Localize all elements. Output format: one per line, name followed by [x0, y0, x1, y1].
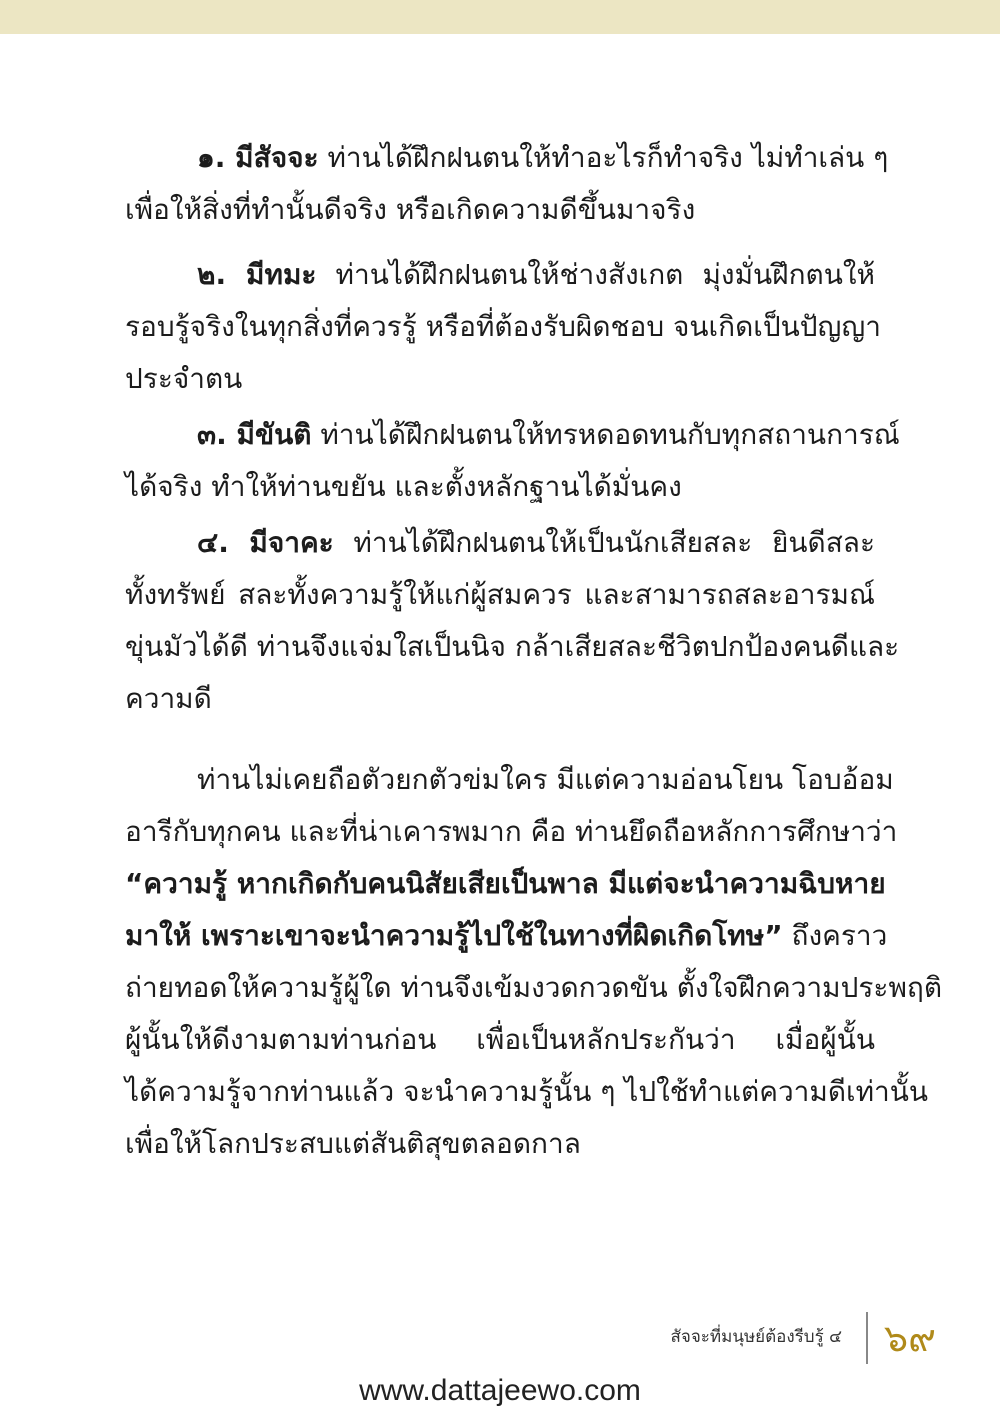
line-text: ท่านได้ฝึกฝนตนให้ทำอะไรก็ทำจริง ไม่ทำเล่น ๆ — [318, 141, 889, 174]
text-line — [125, 910, 888, 962]
humility-paragraph — [125, 754, 943, 1170]
website-url: www.dattajeewo.com — [359, 1374, 641, 1407]
text-line — [125, 1118, 875, 1170]
virtue-label: ๓. มีขันติ — [197, 418, 312, 451]
line-text: ทั้งทรัพย์ สละทั้งความรู้ให้แก่ผู้สมควร และสามารถสละอารมณ์ — [125, 578, 875, 611]
line-text: เพื่อให้โลกประสบแต่สันติสุขตลอดกาล — [125, 1127, 581, 1160]
text-line — [125, 806, 898, 858]
quote-line — [125, 858, 886, 910]
line-text: ผู้นั้นให้ดีงามตามท่านก่อน เพื่อเป็นหลักประกันว่า เมื่อผู้นั้น — [125, 1023, 875, 1056]
line-text: ท่านได้ฝึกฝนตนให้เป็นนักเสียสละ ยินดีสละ — [333, 526, 875, 559]
virtue-sajja-paragraph — [125, 132, 889, 236]
line-text: ถ่ายทอดให้ความรู้ผู้ใด ท่านจึงเข้มงวดกวดขัน ตั้งใจฝึกความประพฤติ — [125, 971, 943, 1004]
top-decorative-band — [0, 0, 1000, 34]
page-body — [125, 132, 943, 1170]
text-line — [125, 673, 875, 725]
text-line — [125, 409, 900, 461]
line-text: ได้ความรู้จากท่านแล้ว จะนำความรู้นั้น ๆ ไปใช้ทำแต่ความดีเท่านั้น — [125, 1075, 929, 1108]
quote-text: “ความรู้ หากเกิดกับคนนิสัยเสียเป็นพาล มีแต่จะนำความฉิบหาย — [125, 867, 886, 900]
text-line — [125, 1014, 875, 1066]
line-text: ประจำตน — [125, 362, 243, 395]
line-text: อารีกับทุกคน และที่น่าเคารพมาก คือ ท่านยึดถือหลักการศึกษาว่า — [125, 815, 898, 848]
footer-divider — [866, 1312, 868, 1364]
text-line — [125, 517, 875, 569]
line-text: รอบรู้จริงในทุกสิ่งที่ควรรู้ หรือที่ต้องรับผิดชอบ จนเกิดเป็นปัญญา — [125, 310, 881, 343]
text-line — [125, 754, 894, 806]
virtue-khanti-paragraph — [125, 409, 900, 513]
text-line — [125, 569, 875, 621]
text-line — [125, 1066, 929, 1118]
line-text: ขุ่นมัวได้ดี ท่านจึงแจ่มใสเป็นนิจ กล้าเสียสละชีวิตปกป้องคนดีและ — [125, 630, 900, 663]
text-line — [125, 461, 875, 513]
line-text: ท่านได้ฝึกฝนตนให้ทรหดอดทนกับทุกสถานการณ์ — [311, 418, 900, 451]
line-text: ถึงคราว — [782, 919, 888, 952]
virtue-dama-paragraph — [125, 249, 881, 405]
virtue-caga-paragraph — [125, 517, 900, 725]
text-line — [125, 184, 875, 236]
text-line — [125, 301, 881, 353]
line-text: ได้จริง ทำให้ท่านขยัน และตั้งหลักฐานได้มั่นคง — [125, 470, 682, 503]
quote-text: มาให้ เพราะเขาจะนำความรู้ไปใช้ในทางที่ผิดเกิดโทษ” — [125, 919, 783, 952]
page-number: ๖๙ — [884, 1316, 936, 1360]
virtue-label: ๒. มีทมะ — [197, 258, 317, 291]
text-line — [125, 132, 889, 184]
line-text: เพื่อให้สิ่งที่ทำนั้นดีจริง หรือเกิดความดีขึ้นมาจริง — [125, 193, 696, 226]
book-title-caption: สัจจะที่มนุษย์ต้องรีบรู้ ๔ — [670, 1327, 842, 1347]
line-text: ความดี — [125, 682, 212, 715]
virtue-label: ๑. มีสัจจะ — [197, 141, 319, 174]
text-line — [125, 621, 900, 673]
text-line — [125, 353, 875, 405]
line-text: ท่านได้ฝึกฝนตนให้ช่างสังเกต มุ่งมั่นฝึกตนให้ — [316, 258, 875, 291]
text-line — [125, 962, 943, 1014]
virtue-label: ๔. มีจาคะ — [197, 526, 334, 559]
text-line — [125, 249, 875, 301]
line-text: ท่านไม่เคยถือตัวยกตัวข่มใคร มีแต่ความอ่อนโยน โอบอ้อม — [197, 763, 894, 796]
